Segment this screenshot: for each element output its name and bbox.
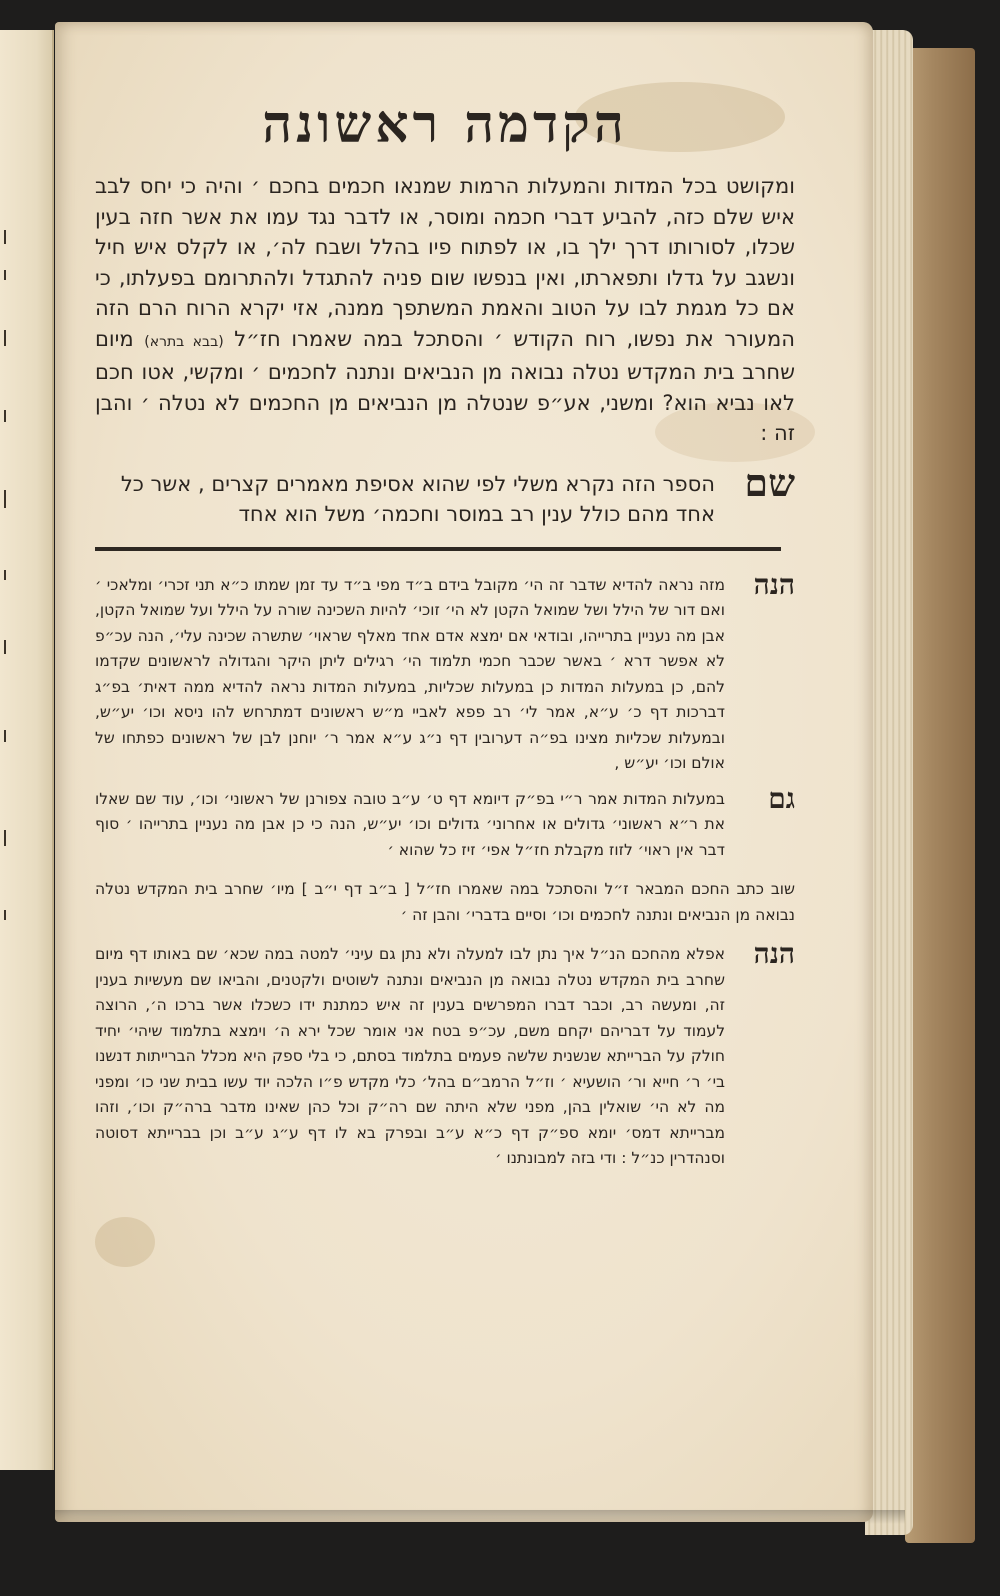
lead-word: הנה (753, 937, 795, 970)
page-title: הקדמה ראשונה (262, 94, 628, 155)
intro-paragraph (95, 171, 795, 449)
book-cover-edge (905, 48, 975, 1543)
lead-word: גם (768, 781, 795, 815)
paragraph-text: שוב כתב החכם המבאר ז״ל והסתכל במה שאמרו חז״ל [ ב״ב דף י״ב ] מיו׳ שחרב בית המקדש נטלה נבואה מן הנביאים ונתנה לחכמים וכו׳ וסיים בדברי׳ והבן זה ׳ (95, 880, 795, 924)
intro-text-part-1: ומקושט בכל המדות והמעלות הרמות שמנאו חכמים בחכם ׳ והיה כי יחס לבב איש שלם כזה, להביע דברי חכמה ומוסר, או לדבר נגד עמו את אשר חזה בעין שכלו, לסורותו דרך ילך בו, או לפתוח פיו בהלל ושבח לה׳, או לקלס איש חיל ונשגב על גדלו ותפארתו, ואין בנפשו שום פניה להתגדל ולהתרומם בפעלתו, כי אם כל מגמת לבו על הטוב והאמת המשתפך ממנה, אזי יקרא הרוח הרם הזה המעורר את נפשו, רוח הקודש ׳ והסתכל במה שאמרו חז״ל (95, 174, 795, 351)
paragraph-text: במעלות המדות אמר ר״י בפ״ק דיומא דף ט׳ ע״ב טובה צפורנן של ראשוני׳ וכו׳, עוד שם שאלו את ר״א ראשוני׳ גדולים או אחרוני׳ גדולים וכו׳ יע״ש, הנה כי כן אבן מה נעניין בתרייהו ׳ סוף דבר אין ראוי׳ לזוז מקבלת חז״ל אפי׳ זיז כל שהוא ׳ (95, 789, 725, 859)
paragraph-text: מזה נראה להדיא שדבר זה הי׳ מקובל בידם ב״ד מפי ב״ד עד זמן שמתו כ״א תני זכרי׳ ומלאכי ׳ ואם דור של הילל ושל שמואל הקטן לא הי׳ זוכי׳ להיות השכינה שורה על הילל ועל שמואל הקטן, אבן מה נעניין בתרייהו, ובודאי אם ימצא אדם אחד מאלף שראוי׳ שתשרה שכינה עלי׳, הנה עכ״פ לא אפשר דרא ׳ באשר שכבר חכמי תלמוד הי׳ רגילים ליתן היקר והגדולה לראשונים שקדמו להם, כן במעלות המדות כן במעלות שכליות, במעלות המדות נראה להדיא ממה דאית׳ בפ״ג דברכות דף כ׳ ע״א, אמר לי׳ רב פפא לאביי מ״ש ראשונים דמתרחש להו ניסא וכו׳ יע״ש, ובמעלות שכליות מצינו בפ״ה דערובין דף נ״ג ע״א אמר ר׳ יוחנן לבן של ראשונים כפתחו של אולם וכו׳ יע״ש , (95, 575, 725, 772)
book-name-text: הספר הזה נקרא משלי לפי שהוא אסיפת מאמרים קצרים , אשר כל אחד מהם כולל ענין רב במוסר וחכמה׳ משל הוא אחד (120, 471, 715, 526)
commentary-paragraph-4 (95, 937, 795, 1172)
adjacent-page-edge (0, 30, 54, 1470)
commentary-paragraph-2 (95, 781, 795, 864)
lead-word: הנה (753, 567, 795, 601)
commentary-paragraph-3 (95, 877, 795, 928)
page-shadow (55, 1510, 905, 1524)
book-name-paragraph (95, 459, 795, 529)
foxing-stain (95, 1217, 155, 1267)
page-text (95, 95, 795, 1182)
intro-citation: (בבא בתרא) (144, 333, 224, 350)
lead-word: שם (744, 459, 795, 505)
section-divider (95, 547, 781, 551)
intro-text-part-2: מיום שחרב בית המקדש נטלה נבואה מן הנביאים ונתנה לחכמים ׳ ומקשי, אטו חכם לאו נביא הוא? ומשני, אע״פ שנטלה מן הנביאים מן החכמים לא נטלה ׳ והבן זה : (95, 326, 795, 445)
commentary-paragraph-1 (95, 567, 795, 777)
paragraph-text: אפלא מהחכם הנ״ל איך נתן לבו למעלה ולא נתן גם עיני׳ למטה במה שכא׳ שם באותו דף מיום שחרב בית המקדש נטלה נבואה מן הנביאים ונתנה לשוטים ולקטנים, והביאו שם מעשיות בענין זה, ומעשה רב, וכבר דברו המפרשים בענין זה איש כמתנת ידו כשכלו אשר ברכו ה׳, הרוצה לעמוד על דבריהם יקחם משם, עכ״פ בטח אני אומר שכל ירא ה׳ וימצא בתלמוד שיהי׳ יחיד חולק על הברייתא שנשנית שלשה פעמים בתלמוד בסתם, כי בלי ספק היא מכלל הברייתות דנשנו בי׳ ר׳ חייא ור׳ הושעיא ׳ וז״ל הרמב״ם בהל׳ כלי מקדש פ״ו הלכה יוד עשו בבית שני כו׳ ומפני מה לא הי׳ שואלין בהן, מפני שלא היתה שם רה״ק וכל כהן שאינו מדבר ברה״ק וכו׳, וזהו מברייתא דמס׳ יומא ספ״ק דף כ״א ע״ב ובפרק בא לו דף ע״ג ע״ב וכן בברייתא דסוטה וסנהדרין כנ״ל : ודי בזה למבונתנו ׳ (95, 945, 725, 1167)
